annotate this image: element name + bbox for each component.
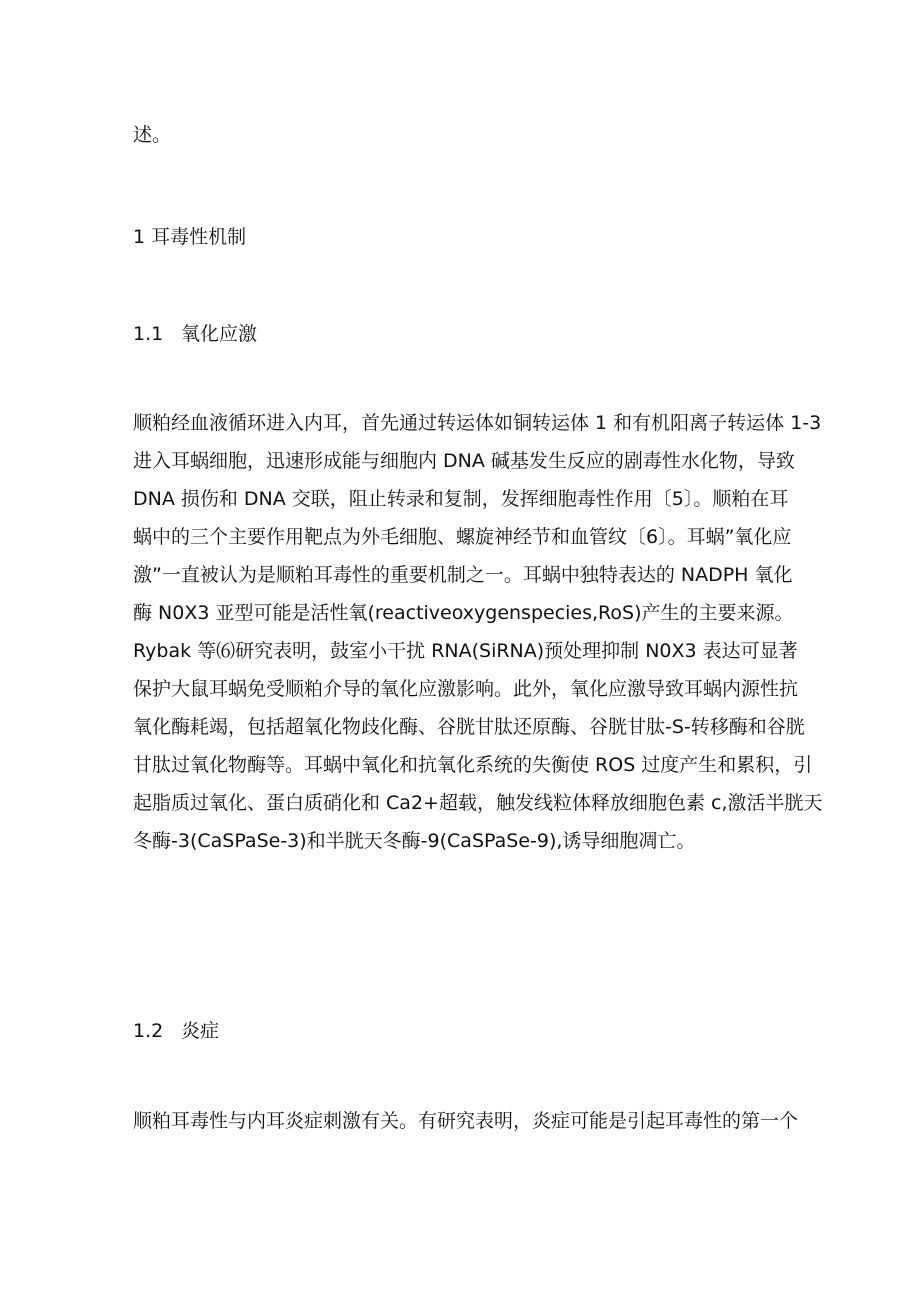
body-paragraph-inflammation — [133, 1102, 798, 1140]
subsection-heading-1-1 — [133, 315, 257, 353]
paragraph-line: DNA 损伤和 DNA 交联，阻止转录和复制，发挥细胞毒性作用〔5〕。顺粕在耳 — [133, 488, 789, 510]
body-paragraph-oxidative-stress — [133, 404, 823, 860]
paragraph-line: Rybak 等⑹研究表明，鼓室小干扰 RNA(SiRNA)预处理抑制 N0X3 表达可显著 — [133, 640, 798, 662]
paragraph-line: 激”一直被认为是顺粕耳毒性的重要机制之一。耳蜗中独特表达的 NADPH 氧化 — [133, 564, 793, 586]
subsection-heading-1-2 — [133, 1012, 219, 1050]
subsection-number: 1.1 — [133, 323, 164, 345]
subsection-number: 1.2 — [133, 1020, 164, 1042]
paragraph-line: 进入耳蜗细胞，迅速形成能与细胞内 DNA 碱基发生反应的剧毒性水化物，导致 — [133, 450, 795, 472]
subsection-title: 氧化应激 — [181, 323, 258, 345]
paragraph-line: 冬酶-3(CaSPaSe-3)和半胱天冬酶-9(CaSPaSe-9),诱导细胞凋亡。 — [133, 830, 696, 852]
paragraph-line: 顺粕经血液循环进入内耳，首先通过转运体如铜转运体 1 和有机阳离子转运体 1-3 — [133, 412, 822, 434]
paragraph-line: 保护大鼠耳蜗免受顺粕介导的氧化应激影响。此外，氧化应激导致耳蜗内源性抗 — [133, 678, 799, 700]
paragraph-line: 甘肽过氧化物酶等。耳蜗中氧化和抗氧化系统的失衡使 ROS 过度产生和累积，引 — [133, 754, 813, 776]
paragraph-line: 顺粕耳毒性与内耳炎症刺激有关。有研究表明，炎症可能是引起耳毒性的第一个 — [133, 1110, 799, 1132]
paragraph-line: 蜗中的三个主要作用靶点为外毛细胞、螺旋神经节和血管纹〔6〕。耳蜗”氧化应 — [133, 526, 792, 548]
paragraph-fragment: 述。 — [133, 124, 172, 146]
subsection-title: 炎症 — [181, 1020, 220, 1042]
paragraph-line: 氧化酶耗竭，包括超氧化物歧化酶、谷胱甘肽还原酶、谷胱甘肽-S-转移酶和谷胱 — [133, 716, 805, 738]
section-heading-1: 1 耳毒性机制 — [133, 226, 247, 248]
paragraph-line: 酶 N0X3 亚型可能是活性氧(reactiveoxygenspecies,RoS)产生的主要来源。 — [133, 602, 794, 624]
paragraph-line: 起脂质过氧化、蛋白质硝化和 Ca2+超载，触发线粒体释放细胞色素 c,激活半胱天 — [133, 792, 823, 814]
